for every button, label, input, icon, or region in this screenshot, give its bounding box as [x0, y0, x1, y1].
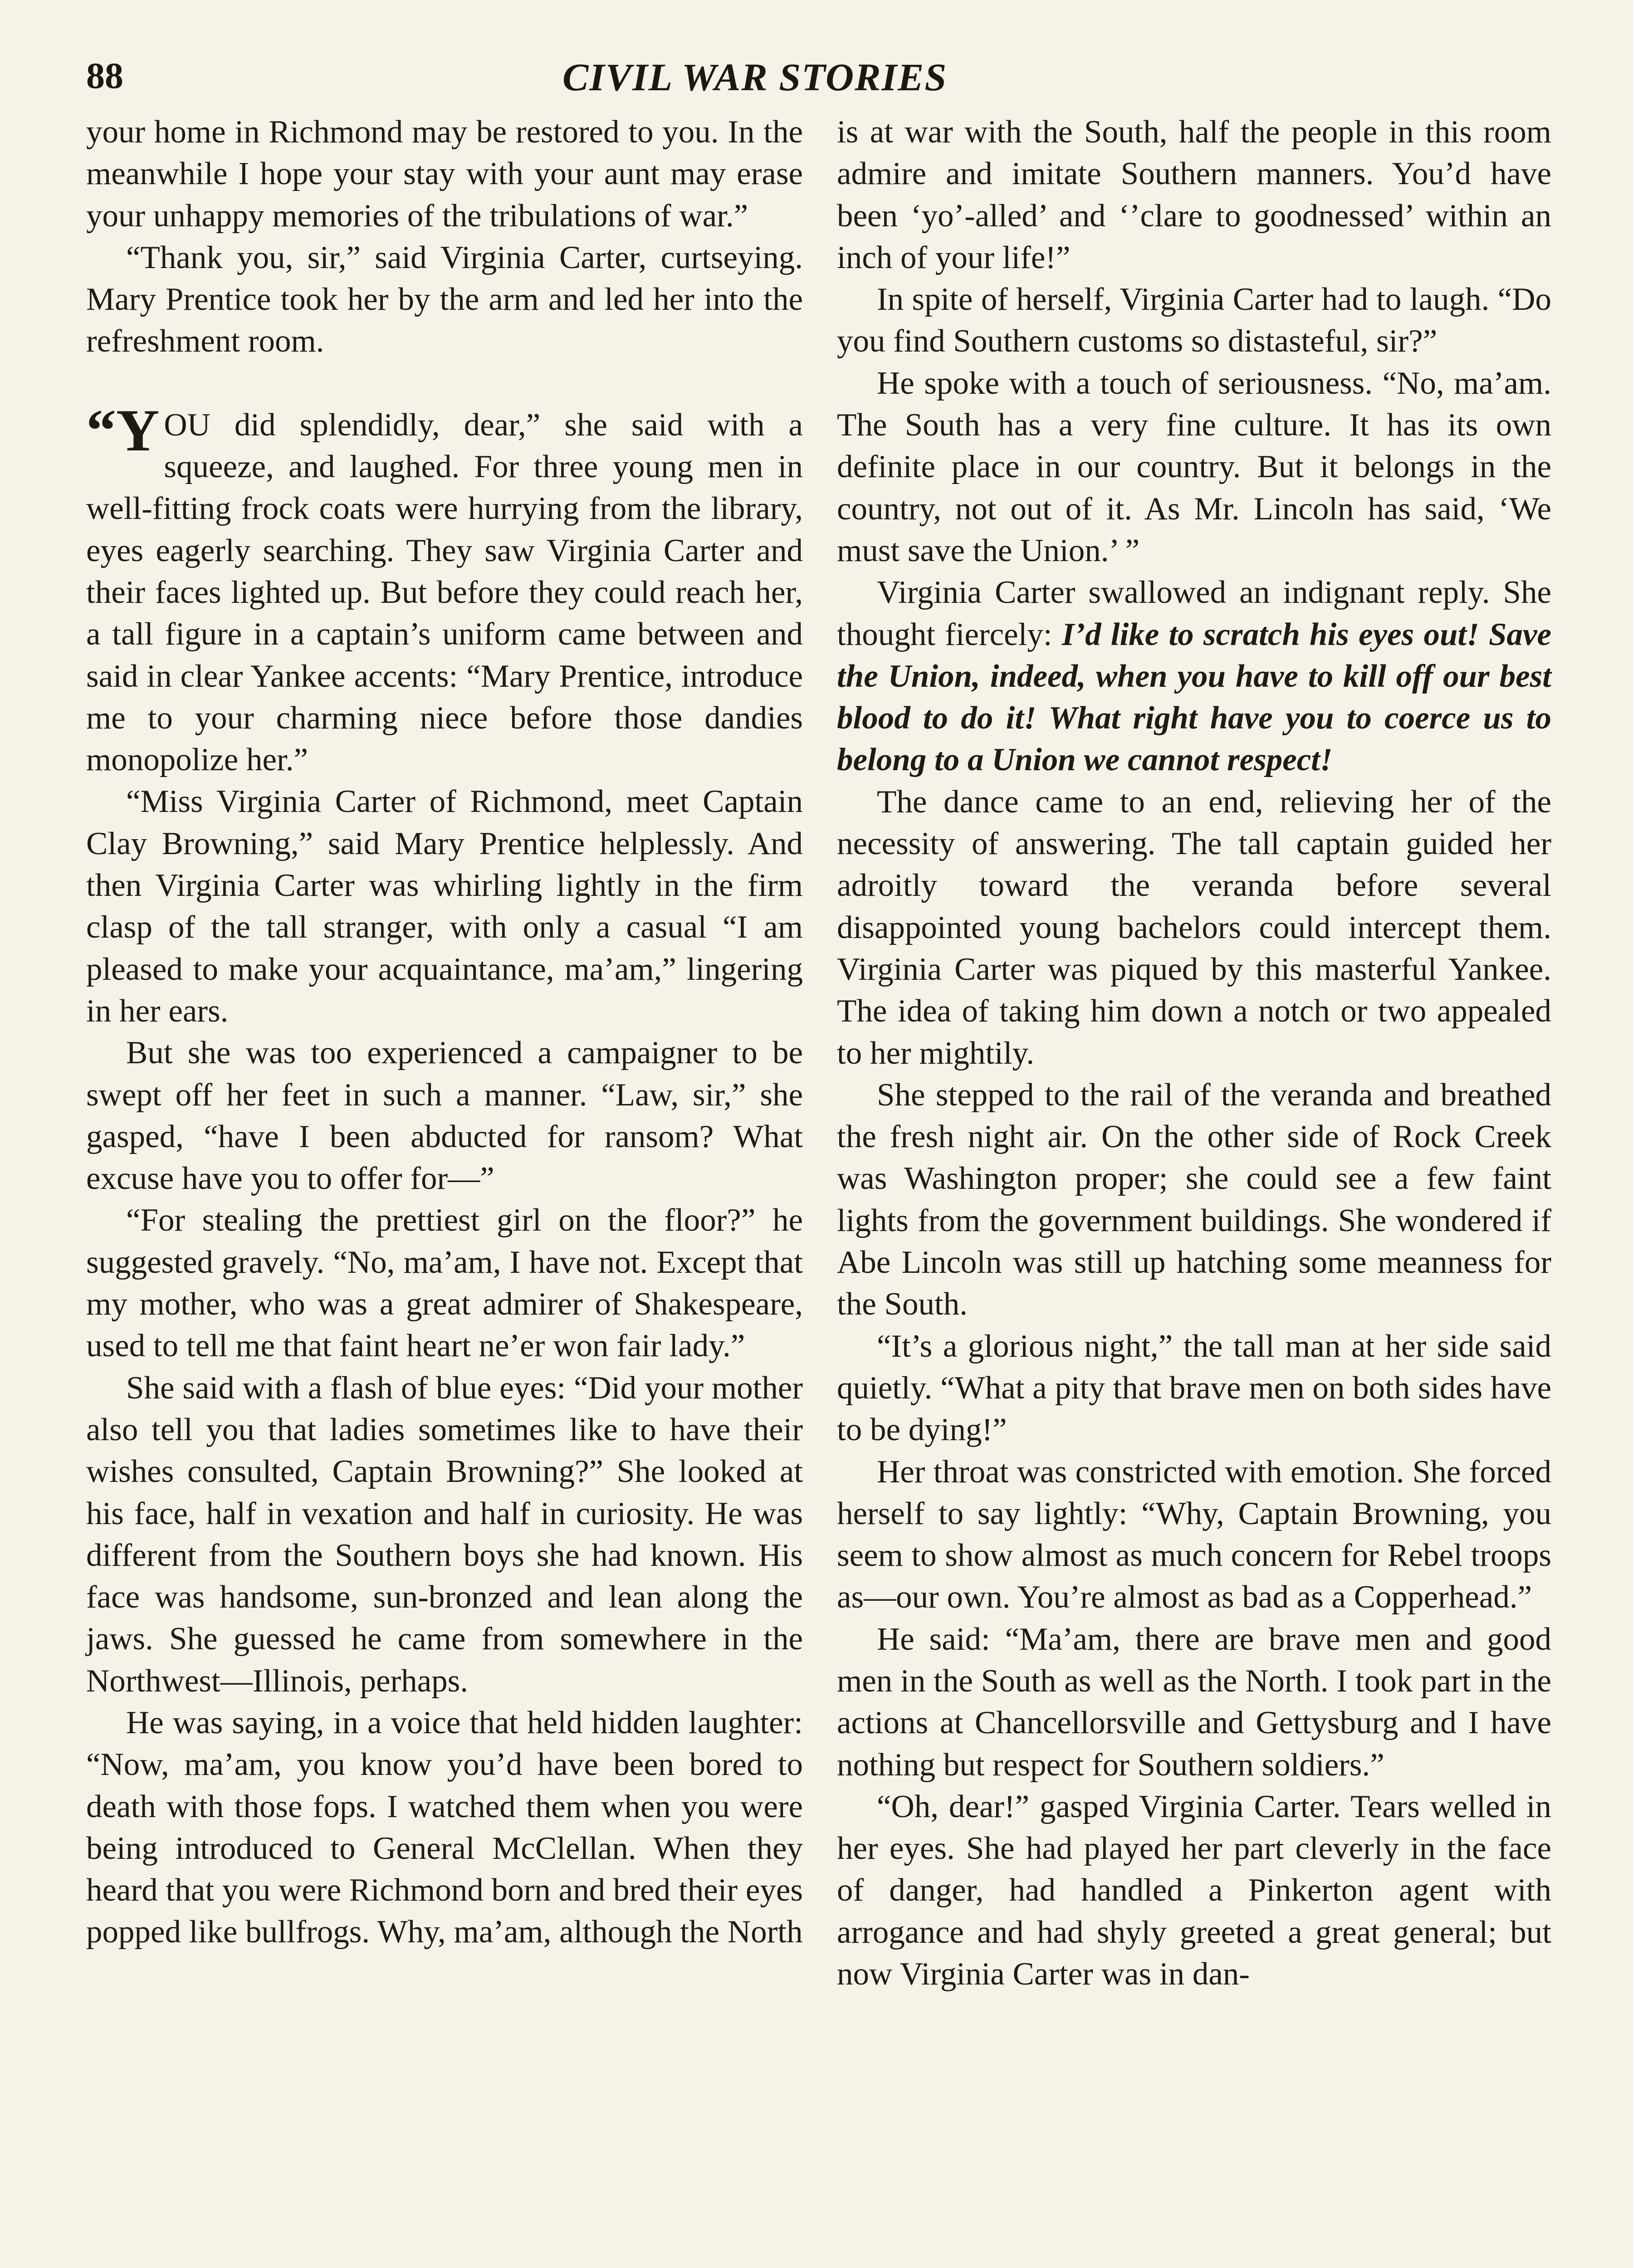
section-opening-paragraph [86, 396, 803, 781]
page-number: 88 [86, 55, 123, 96]
paragraph: He was saying, in a voice that held hidden laughter: “Now, ma’am, you know you’d have been bored to death with those fops. I watched them when you were being introduced to General McClellan. When they heard that you were Richmond born and bred their eyes popped like bullfrogs. Why, ma’am, although the North [86, 1705, 803, 1950]
paragraph-text: Virginia Carter swallowed an indignant reply. She thought fiercely: [837, 575, 1551, 652]
left-column [86, 111, 803, 1953]
page-title: CIVIL WAR STORIES [562, 55, 948, 99]
paragraph: She said with a flash of blue eyes: “Did your mother also tell you that ladies sometimes like to have their wishes consulted, Captain Browning?” She looked at his face, half in vexation and half in curiosity. He was different from the Southern boys she had known. His face was handsome, sun-bronzed and lean along the jaws. She guessed he came from somewhere in the Northwest—Illinois, perhaps. [86, 1370, 803, 1699]
paragraph: “Thank you, sir,” said Virginia Carter, curtseying. Mary Prentice took her by the arm and led her into the refreshment room. [86, 240, 803, 359]
paragraph: “It’s a glorious night,” the tall man at her side said quietly. “What a pity that brave men on both sides have to be dying!” [837, 1328, 1551, 1448]
paragraph: your home in Richmond may be restored to you. In the meanwhile I hope your stay with your aunt may erase your unhappy memories of the tribulations of war.” [86, 114, 803, 234]
paragraph: She stepped to the rail of the veranda and breathed the fresh night air. On the other side of Rock Creek was Washington proper; she could see a few faint lights from the government buildings. She wondered if Abe Lincoln was still up hatching some meanness for the South. [837, 1077, 1551, 1322]
paragraph: “For stealing the prettiest girl on the floor?” he suggested gravely. “No, ma’am, I have not. Except that my mother, who was a great admirer of Shakespeare, used to tell me that faint heart ne’er won fair lady.” [86, 1202, 803, 1364]
paragraph: The dance came to an end, relieving her of the necessity of answering. The tall captain guided her adroitly toward the veranda before several disappointed young bachelors could intercept them. Virginia Carter was piqued by this masterful Yankee. The idea of taking him down a notch or two appealed to her mightily. [837, 784, 1551, 1071]
page-header [82, 54, 1551, 109]
paragraph: But she was too experienced a campaigner to be swept off her feet in such a manner. “Law, sir,” she gasped, “have I been abducted for ransom? What excuse have you to offer for—” [86, 1035, 803, 1197]
paragraph: “Miss Virginia Carter of Richmond, meet Captain Clay Browning,” said Mary Prentice helplessly. And then Virginia Carter was whirling lightly in the firm clasp of the tall stranger, with only a casual “I am pleased to make your acquaintance, ma’am,” lingering in her ears. [86, 784, 803, 1029]
paragraph: “Oh, dear!” gasped Virginia Carter. Tears welled in her eyes. She had played her part cleverly in the face of danger, had handled a Pinkerton agent with arrogance and had shyly greeted a great general; but now Virginia Carter was in dan- [837, 1789, 1551, 1992]
paragraph: He said: “Ma’am, there are brave men and good men in the South as well as the North. I took part in the actions at Chancellorsville and Gettysburg and I have nothing but respect for Southern soldiers.” [837, 1621, 1551, 1783]
paragraph: Her throat was constricted with emotion. She forced herself to say lightly: “Why, Captain Browning, you seem to show almost as much concern for Rebel troops as—our own. You’re almost as bad as a Copperhead.” [837, 1454, 1551, 1615]
paragraph: is at war with the South, half the people in this room admire and imitate Southern manners. You’d have been ‘yo’-alled’ and ‘’clare to goodnessed’ within an inch of your life!” [837, 114, 1551, 275]
right-column [837, 111, 1551, 1995]
drop-cap: “Y [86, 396, 160, 464]
paragraph: He spoke with a touch of seriousness. “No, ma’am. The South has a very fine culture. It has its own definite place in our country. But it belongs in the country, not out of it. As Mr. Lincoln has said, ‘We must save the Union.’ ” [837, 365, 1551, 568]
italic-thought: I’d like to scratch his eyes out! Save the Union, indeed, when you have to kill off our best blood to do it! What right have you to coerce us to belong to a Union we cannot respect! [837, 616, 1551, 778]
paragraph [837, 572, 1551, 781]
paragraph-text: OU did splendidly, dear,” she said with a squeeze, and laughed. For three young men in well-fitting frock coats were hurrying from the library, eyes eagerly searching. They saw Virginia Carter and their faces lighted up. But before they could reach her, a tall figure in a captain’s uniform came between and said in clear Yankee accents: “Mary Prentice, introduce me to your charming niece before those dandies monopolize her.” [86, 407, 803, 778]
paragraph: In spite of herself, Virginia Carter had to laugh. “Do you find Southern customs so distasteful, sir?” [837, 282, 1551, 359]
